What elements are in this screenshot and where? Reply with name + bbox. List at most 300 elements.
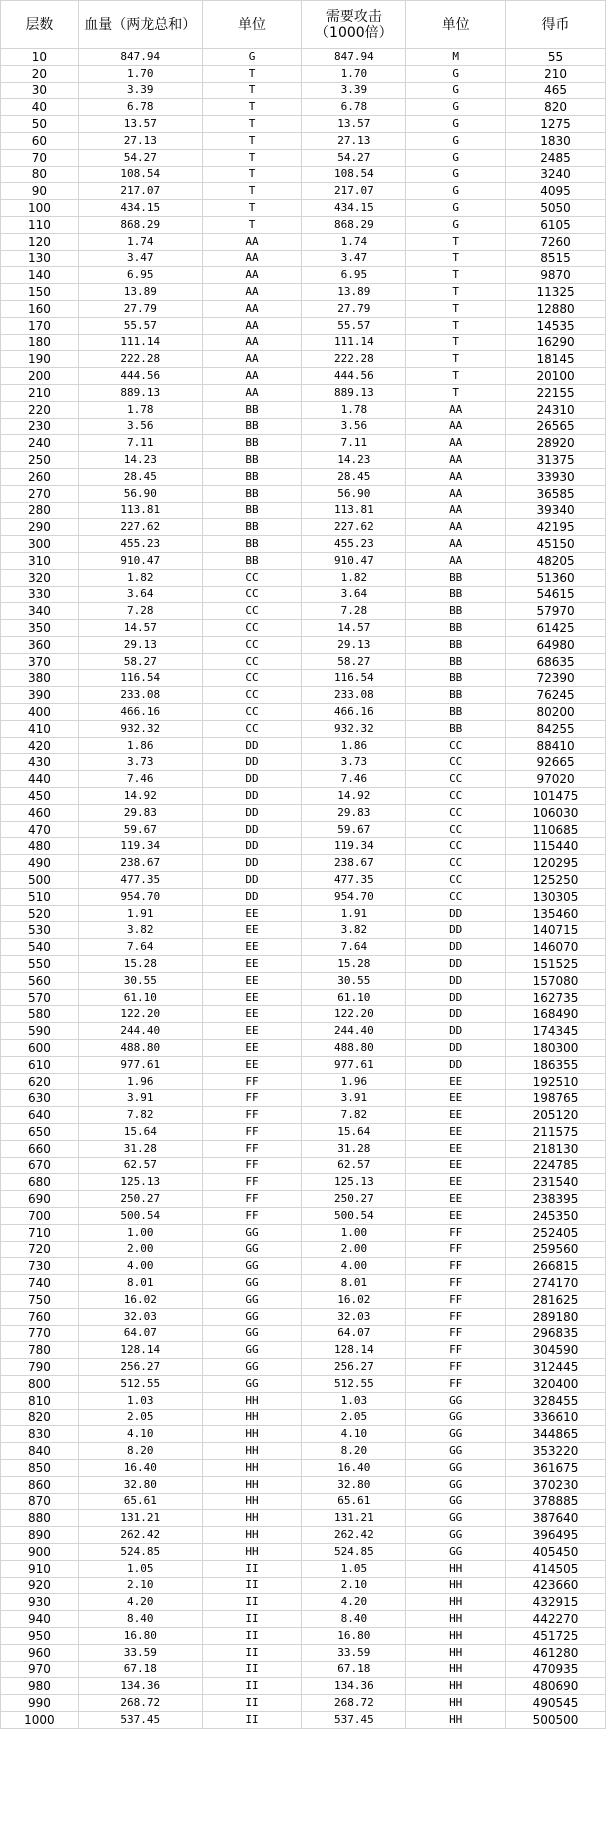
cell-hp[interactable]: 3.73	[78, 754, 202, 771]
cell-hp-unit[interactable]: T	[202, 216, 302, 233]
cell-hp-unit[interactable]: II	[202, 1594, 302, 1611]
cell-hp[interactable]: 1.00	[78, 1224, 202, 1241]
cell-hp[interactable]: 33.59	[78, 1644, 202, 1661]
cell-level[interactable]: 990	[1, 1695, 79, 1712]
cell-coins[interactable]: 353220	[506, 1443, 606, 1460]
cell-attack[interactable]: 13.57	[302, 116, 406, 133]
cell-attack[interactable]: 16.02	[302, 1291, 406, 1308]
cell-level[interactable]: 580	[1, 1006, 79, 1023]
cell-hp[interactable]: 1.91	[78, 905, 202, 922]
cell-coins[interactable]: 198765	[506, 1090, 606, 1107]
cell-level[interactable]: 830	[1, 1426, 79, 1443]
cell-hp[interactable]: 56.90	[78, 485, 202, 502]
cell-hp[interactable]: 7.28	[78, 603, 202, 620]
cell-level[interactable]: 540	[1, 939, 79, 956]
cell-attack[interactable]: 1.03	[302, 1392, 406, 1409]
cell-attack-unit[interactable]: BB	[406, 603, 506, 620]
cell-coins[interactable]: 22155	[506, 384, 606, 401]
cell-attack[interactable]: 1.91	[302, 905, 406, 922]
cell-hp-unit[interactable]: BB	[202, 401, 302, 418]
cell-coins[interactable]: 4095	[506, 183, 606, 200]
cell-hp[interactable]: 30.55	[78, 972, 202, 989]
cell-attack-unit[interactable]: HH	[406, 1678, 506, 1695]
cell-hp[interactable]: 455.23	[78, 536, 202, 553]
cell-level[interactable]: 420	[1, 737, 79, 754]
cell-attack[interactable]: 64.07	[302, 1325, 406, 1342]
cell-level[interactable]: 150	[1, 284, 79, 301]
cell-attack[interactable]: 125.13	[302, 1174, 406, 1191]
cell-attack-unit[interactable]: BB	[406, 687, 506, 704]
cell-attack[interactable]: 2.05	[302, 1409, 406, 1426]
cell-coins[interactable]: 320400	[506, 1375, 606, 1392]
cell-hp[interactable]: 256.27	[78, 1359, 202, 1376]
cell-hp-unit[interactable]: T	[202, 132, 302, 149]
cell-hp-unit[interactable]: FF	[202, 1124, 302, 1141]
cell-hp-unit[interactable]: FF	[202, 1174, 302, 1191]
cell-hp-unit[interactable]: DD	[202, 754, 302, 771]
cell-level[interactable]: 30	[1, 82, 79, 99]
cell-hp[interactable]: 1.96	[78, 1073, 202, 1090]
cell-coins[interactable]: 31375	[506, 452, 606, 469]
cell-attack[interactable]: 7.82	[302, 1107, 406, 1124]
cell-attack-unit[interactable]: HH	[406, 1560, 506, 1577]
cell-attack-unit[interactable]: FF	[406, 1325, 506, 1342]
cell-attack[interactable]: 3.64	[302, 586, 406, 603]
cell-level[interactable]: 780	[1, 1342, 79, 1359]
cell-attack[interactable]: 3.47	[302, 250, 406, 267]
cell-hp-unit[interactable]: GG	[202, 1359, 302, 1376]
cell-hp-unit[interactable]: II	[202, 1560, 302, 1577]
header-hp-unit[interactable]: 单位	[202, 1, 302, 49]
cell-hp[interactable]: 4.20	[78, 1594, 202, 1611]
cell-coins[interactable]: 336610	[506, 1409, 606, 1426]
cell-hp[interactable]: 116.54	[78, 670, 202, 687]
cell-attack-unit[interactable]: CC	[406, 737, 506, 754]
cell-level[interactable]: 430	[1, 754, 79, 771]
cell-attack-unit[interactable]: HH	[406, 1661, 506, 1678]
cell-attack-unit[interactable]: BB	[406, 569, 506, 586]
cell-coins[interactable]: 344865	[506, 1426, 606, 1443]
cell-hp-unit[interactable]: DD	[202, 888, 302, 905]
cell-hp-unit[interactable]: GG	[202, 1291, 302, 1308]
cell-coins[interactable]: 28920	[506, 435, 606, 452]
cell-attack-unit[interactable]: CC	[406, 788, 506, 805]
cell-attack-unit[interactable]: FF	[406, 1291, 506, 1308]
cell-hp-unit[interactable]: BB	[202, 418, 302, 435]
cell-attack[interactable]: 512.55	[302, 1375, 406, 1392]
cell-level[interactable]: 260	[1, 468, 79, 485]
cell-attack[interactable]: 537.45	[302, 1711, 406, 1728]
cell-hp-unit[interactable]: AA	[202, 267, 302, 284]
cell-coins[interactable]: 168490	[506, 1006, 606, 1023]
cell-coins[interactable]: 470935	[506, 1661, 606, 1678]
cell-attack[interactable]: 62.57	[302, 1157, 406, 1174]
cell-attack[interactable]: 122.20	[302, 1006, 406, 1023]
cell-level[interactable]: 480	[1, 838, 79, 855]
cell-hp[interactable]: 537.45	[78, 1711, 202, 1728]
cell-attack-unit[interactable]: FF	[406, 1258, 506, 1275]
cell-level[interactable]: 590	[1, 1023, 79, 1040]
cell-attack-unit[interactable]: T	[406, 267, 506, 284]
cell-hp-unit[interactable]: GG	[202, 1275, 302, 1292]
cell-attack[interactable]: 54.27	[302, 149, 406, 166]
cell-level[interactable]: 100	[1, 200, 79, 217]
cell-hp[interactable]: 954.70	[78, 888, 202, 905]
cell-attack[interactable]: 29.13	[302, 636, 406, 653]
cell-coins[interactable]: 218130	[506, 1140, 606, 1157]
cell-hp[interactable]: 61.10	[78, 989, 202, 1006]
cell-attack[interactable]: 434.15	[302, 200, 406, 217]
cell-level[interactable]: 600	[1, 1040, 79, 1057]
cell-hp-unit[interactable]: EE	[202, 1006, 302, 1023]
cell-coins[interactable]: 18145	[506, 351, 606, 368]
cell-coins[interactable]: 55	[506, 49, 606, 66]
cell-hp-unit[interactable]: CC	[202, 687, 302, 704]
cell-coins[interactable]: 238395	[506, 1191, 606, 1208]
cell-hp[interactable]: 3.91	[78, 1090, 202, 1107]
cell-level[interactable]: 770	[1, 1325, 79, 1342]
cell-attack[interactable]: 67.18	[302, 1661, 406, 1678]
cell-hp-unit[interactable]: CC	[202, 720, 302, 737]
cell-hp[interactable]: 13.89	[78, 284, 202, 301]
cell-coins[interactable]: 252405	[506, 1224, 606, 1241]
cell-attack-unit[interactable]: FF	[406, 1224, 506, 1241]
cell-hp-unit[interactable]: II	[202, 1661, 302, 1678]
cell-coins[interactable]: 266815	[506, 1258, 606, 1275]
cell-level[interactable]: 760	[1, 1308, 79, 1325]
cell-coins[interactable]: 64980	[506, 636, 606, 653]
cell-attack[interactable]: 2.00	[302, 1241, 406, 1258]
cell-hp-unit[interactable]: II	[202, 1577, 302, 1594]
cell-level[interactable]: 850	[1, 1459, 79, 1476]
cell-hp-unit[interactable]: DD	[202, 838, 302, 855]
cell-hp-unit[interactable]: DD	[202, 771, 302, 788]
cell-hp-unit[interactable]: EE	[202, 1040, 302, 1057]
cell-level[interactable]: 160	[1, 300, 79, 317]
cell-level[interactable]: 650	[1, 1124, 79, 1141]
cell-attack[interactable]: 7.64	[302, 939, 406, 956]
cell-hp[interactable]: 122.20	[78, 1006, 202, 1023]
cell-level[interactable]: 870	[1, 1493, 79, 1510]
cell-attack-unit[interactable]: EE	[406, 1191, 506, 1208]
cell-attack[interactable]: 7.28	[302, 603, 406, 620]
cell-attack-unit[interactable]: GG	[406, 1426, 506, 1443]
cell-attack-unit[interactable]: HH	[406, 1695, 506, 1712]
cell-hp-unit[interactable]: HH	[202, 1392, 302, 1409]
cell-attack[interactable]: 111.14	[302, 334, 406, 351]
cell-hp[interactable]: 217.07	[78, 183, 202, 200]
cell-hp-unit[interactable]: EE	[202, 1056, 302, 1073]
cell-coins[interactable]: 16290	[506, 334, 606, 351]
cell-hp-unit[interactable]: HH	[202, 1543, 302, 1560]
cell-hp[interactable]: 27.79	[78, 300, 202, 317]
cell-coins[interactable]: 14535	[506, 317, 606, 334]
cell-attack-unit[interactable]: GG	[406, 1493, 506, 1510]
cell-level[interactable]: 980	[1, 1678, 79, 1695]
cell-attack-unit[interactable]: EE	[406, 1140, 506, 1157]
cell-hp[interactable]: 14.23	[78, 452, 202, 469]
cell-level[interactable]: 680	[1, 1174, 79, 1191]
cell-attack[interactable]: 256.27	[302, 1359, 406, 1376]
cell-attack-unit[interactable]: T	[406, 384, 506, 401]
cell-level[interactable]: 120	[1, 233, 79, 250]
cell-hp[interactable]: 27.13	[78, 132, 202, 149]
cell-hp-unit[interactable]: BB	[202, 502, 302, 519]
cell-hp[interactable]: 233.08	[78, 687, 202, 704]
cell-hp[interactable]: 1.78	[78, 401, 202, 418]
cell-coins[interactable]: 820	[506, 99, 606, 116]
cell-level[interactable]: 390	[1, 687, 79, 704]
cell-coins[interactable]: 211575	[506, 1124, 606, 1141]
cell-hp[interactable]: 64.07	[78, 1325, 202, 1342]
cell-hp-unit[interactable]: AA	[202, 334, 302, 351]
cell-level[interactable]: 690	[1, 1191, 79, 1208]
cell-coins[interactable]: 259560	[506, 1241, 606, 1258]
cell-attack-unit[interactable]: BB	[406, 653, 506, 670]
cell-coins[interactable]: 461280	[506, 1644, 606, 1661]
cell-hp-unit[interactable]: HH	[202, 1476, 302, 1493]
cell-hp-unit[interactable]: AA	[202, 300, 302, 317]
cell-coins[interactable]: 274170	[506, 1275, 606, 1292]
cell-hp[interactable]: 244.40	[78, 1023, 202, 1040]
cell-attack-unit[interactable]: HH	[406, 1711, 506, 1728]
cell-coins[interactable]: 480690	[506, 1678, 606, 1695]
cell-coins[interactable]: 54615	[506, 586, 606, 603]
cell-level[interactable]: 530	[1, 922, 79, 939]
cell-coins[interactable]: 231540	[506, 1174, 606, 1191]
cell-hp-unit[interactable]: T	[202, 166, 302, 183]
cell-attack[interactable]: 7.11	[302, 435, 406, 452]
cell-hp-unit[interactable]: GG	[202, 1224, 302, 1241]
cell-hp-unit[interactable]: T	[202, 116, 302, 133]
cell-attack[interactable]: 244.40	[302, 1023, 406, 1040]
cell-attack-unit[interactable]: AA	[406, 418, 506, 435]
cell-coins[interactable]: 500500	[506, 1711, 606, 1728]
cell-coins[interactable]: 57970	[506, 603, 606, 620]
cell-attack[interactable]: 7.46	[302, 771, 406, 788]
cell-coins[interactable]: 224785	[506, 1157, 606, 1174]
cell-hp-unit[interactable]: EE	[202, 989, 302, 1006]
cell-level[interactable]: 880	[1, 1510, 79, 1527]
cell-attack[interactable]: 30.55	[302, 972, 406, 989]
cell-level[interactable]: 550	[1, 956, 79, 973]
cell-attack[interactable]: 61.10	[302, 989, 406, 1006]
cell-attack-unit[interactable]: CC	[406, 855, 506, 872]
cell-hp-unit[interactable]: T	[202, 149, 302, 166]
cell-coins[interactable]: 101475	[506, 788, 606, 805]
cell-hp[interactable]: 1.03	[78, 1392, 202, 1409]
cell-attack-unit[interactable]: AA	[406, 502, 506, 519]
cell-attack[interactable]: 8.20	[302, 1443, 406, 1460]
cell-coins[interactable]: 442270	[506, 1611, 606, 1628]
cell-attack[interactable]: 16.40	[302, 1459, 406, 1476]
cell-attack-unit[interactable]: BB	[406, 720, 506, 737]
cell-coins[interactable]: 432915	[506, 1594, 606, 1611]
cell-attack-unit[interactable]: AA	[406, 536, 506, 553]
cell-attack[interactable]: 27.13	[302, 132, 406, 149]
cell-hp[interactable]: 1.70	[78, 65, 202, 82]
cell-attack-unit[interactable]: FF	[406, 1375, 506, 1392]
cell-attack[interactable]: 477.35	[302, 872, 406, 889]
cell-hp[interactable]: 3.82	[78, 922, 202, 939]
cell-coins[interactable]: 106030	[506, 804, 606, 821]
cell-attack-unit[interactable]: G	[406, 183, 506, 200]
cell-attack-unit[interactable]: DD	[406, 939, 506, 956]
cell-attack[interactable]: 262.42	[302, 1527, 406, 1544]
cell-attack-unit[interactable]: M	[406, 49, 506, 66]
cell-attack-unit[interactable]: G	[406, 99, 506, 116]
cell-attack[interactable]: 8.40	[302, 1611, 406, 1628]
cell-coins[interactable]: 51360	[506, 569, 606, 586]
cell-attack-unit[interactable]: AA	[406, 519, 506, 536]
cell-level[interactable]: 740	[1, 1275, 79, 1292]
cell-hp[interactable]: 6.78	[78, 99, 202, 116]
cell-level[interactable]: 750	[1, 1291, 79, 1308]
cell-attack[interactable]: 108.54	[302, 166, 406, 183]
cell-attack[interactable]: 466.16	[302, 704, 406, 721]
cell-attack-unit[interactable]: G	[406, 116, 506, 133]
cell-coins[interactable]: 76245	[506, 687, 606, 704]
cell-attack[interactable]: 16.80	[302, 1627, 406, 1644]
cell-attack-unit[interactable]: GG	[406, 1527, 506, 1544]
cell-coins[interactable]: 61425	[506, 620, 606, 637]
cell-hp[interactable]: 55.57	[78, 317, 202, 334]
cell-hp[interactable]: 1.74	[78, 233, 202, 250]
cell-hp-unit[interactable]: DD	[202, 788, 302, 805]
cell-attack-unit[interactable]: DD	[406, 1006, 506, 1023]
cell-hp-unit[interactable]: HH	[202, 1409, 302, 1426]
cell-coins[interactable]: 42195	[506, 519, 606, 536]
cell-coins[interactable]: 1830	[506, 132, 606, 149]
cell-hp[interactable]: 16.02	[78, 1291, 202, 1308]
cell-coins[interactable]: 9870	[506, 267, 606, 284]
cell-attack-unit[interactable]: DD	[406, 1040, 506, 1057]
cell-level[interactable]: 400	[1, 704, 79, 721]
cell-hp-unit[interactable]: FF	[202, 1157, 302, 1174]
cell-attack-unit[interactable]: AA	[406, 401, 506, 418]
cell-coins[interactable]: 180300	[506, 1040, 606, 1057]
cell-attack[interactable]: 119.34	[302, 838, 406, 855]
cell-attack-unit[interactable]: CC	[406, 771, 506, 788]
cell-attack[interactable]: 4.10	[302, 1426, 406, 1443]
cell-attack[interactable]: 4.00	[302, 1258, 406, 1275]
cell-hp[interactable]: 31.28	[78, 1140, 202, 1157]
cell-level[interactable]: 290	[1, 519, 79, 536]
cell-attack-unit[interactable]: BB	[406, 704, 506, 721]
cell-hp-unit[interactable]: II	[202, 1711, 302, 1728]
cell-attack-unit[interactable]: GG	[406, 1443, 506, 1460]
cell-level[interactable]: 300	[1, 536, 79, 553]
cell-attack[interactable]: 6.95	[302, 267, 406, 284]
cell-level[interactable]: 140	[1, 267, 79, 284]
cell-hp-unit[interactable]: DD	[202, 855, 302, 872]
cell-attack-unit[interactable]: GG	[406, 1543, 506, 1560]
cell-level[interactable]: 730	[1, 1258, 79, 1275]
cell-hp-unit[interactable]: EE	[202, 922, 302, 939]
cell-hp[interactable]: 125.13	[78, 1174, 202, 1191]
cell-attack-unit[interactable]: DD	[406, 1056, 506, 1073]
cell-coins[interactable]: 378885	[506, 1493, 606, 1510]
cell-attack[interactable]: 217.07	[302, 183, 406, 200]
cell-hp[interactable]: 1.86	[78, 737, 202, 754]
cell-coins[interactable]: 210	[506, 65, 606, 82]
cell-attack-unit[interactable]: HH	[406, 1577, 506, 1594]
cell-hp[interactable]: 889.13	[78, 384, 202, 401]
cell-hp-unit[interactable]: T	[202, 65, 302, 82]
cell-attack[interactable]: 131.21	[302, 1510, 406, 1527]
cell-hp-unit[interactable]: AA	[202, 384, 302, 401]
cell-attack[interactable]: 113.81	[302, 502, 406, 519]
cell-hp-unit[interactable]: EE	[202, 1023, 302, 1040]
cell-coins[interactable]: 115440	[506, 838, 606, 855]
cell-hp-unit[interactable]: T	[202, 183, 302, 200]
cell-coins[interactable]: 45150	[506, 536, 606, 553]
cell-coins[interactable]: 304590	[506, 1342, 606, 1359]
cell-hp-unit[interactable]: DD	[202, 737, 302, 754]
cell-attack-unit[interactable]: G	[406, 166, 506, 183]
cell-attack[interactable]: 58.27	[302, 653, 406, 670]
cell-hp[interactable]: 58.27	[78, 653, 202, 670]
cell-attack[interactable]: 268.72	[302, 1695, 406, 1712]
cell-level[interactable]: 570	[1, 989, 79, 1006]
cell-hp[interactable]: 238.67	[78, 855, 202, 872]
cell-hp[interactable]: 488.80	[78, 1040, 202, 1057]
cell-attack[interactable]: 6.78	[302, 99, 406, 116]
cell-hp-unit[interactable]: AA	[202, 250, 302, 267]
cell-hp-unit[interactable]: GG	[202, 1375, 302, 1392]
header-coins[interactable]: 得币	[506, 1, 606, 49]
cell-attack-unit[interactable]: G	[406, 82, 506, 99]
cell-attack[interactable]: 455.23	[302, 536, 406, 553]
cell-level[interactable]: 20	[1, 65, 79, 82]
cell-hp-unit[interactable]: T	[202, 82, 302, 99]
cell-attack[interactable]: 954.70	[302, 888, 406, 905]
cell-coins[interactable]: 12880	[506, 300, 606, 317]
cell-level[interactable]: 510	[1, 888, 79, 905]
cell-coins[interactable]: 130305	[506, 888, 606, 905]
cell-coins[interactable]: 135460	[506, 905, 606, 922]
cell-attack-unit[interactable]: DD	[406, 922, 506, 939]
cell-level[interactable]: 360	[1, 636, 79, 653]
cell-hp[interactable]: 3.64	[78, 586, 202, 603]
cell-level[interactable]: 240	[1, 435, 79, 452]
cell-hp-unit[interactable]: CC	[202, 670, 302, 687]
cell-attack[interactable]: 33.59	[302, 1644, 406, 1661]
cell-attack[interactable]: 65.61	[302, 1493, 406, 1510]
cell-coins[interactable]: 36585	[506, 485, 606, 502]
cell-hp-unit[interactable]: AA	[202, 368, 302, 385]
cell-coins[interactable]: 396495	[506, 1527, 606, 1544]
header-attack[interactable]: 需要攻击（1000倍）	[302, 1, 406, 49]
cell-attack-unit[interactable]: BB	[406, 636, 506, 653]
cell-hp-unit[interactable]: HH	[202, 1459, 302, 1476]
cell-hp-unit[interactable]: FF	[202, 1207, 302, 1224]
cell-attack[interactable]: 3.73	[302, 754, 406, 771]
cell-attack[interactable]: 56.90	[302, 485, 406, 502]
cell-attack[interactable]: 250.27	[302, 1191, 406, 1208]
cell-hp[interactable]: 434.15	[78, 200, 202, 217]
cell-attack[interactable]: 1.96	[302, 1073, 406, 1090]
cell-hp[interactable]: 1.82	[78, 569, 202, 586]
cell-coins[interactable]: 205120	[506, 1107, 606, 1124]
cell-hp-unit[interactable]: DD	[202, 872, 302, 889]
cell-attack-unit[interactable]: FF	[406, 1275, 506, 1292]
cell-level[interactable]: 820	[1, 1409, 79, 1426]
cell-attack-unit[interactable]: CC	[406, 888, 506, 905]
cell-coins[interactable]: 26565	[506, 418, 606, 435]
cell-attack[interactable]: 932.32	[302, 720, 406, 737]
cell-hp[interactable]: 444.56	[78, 368, 202, 385]
